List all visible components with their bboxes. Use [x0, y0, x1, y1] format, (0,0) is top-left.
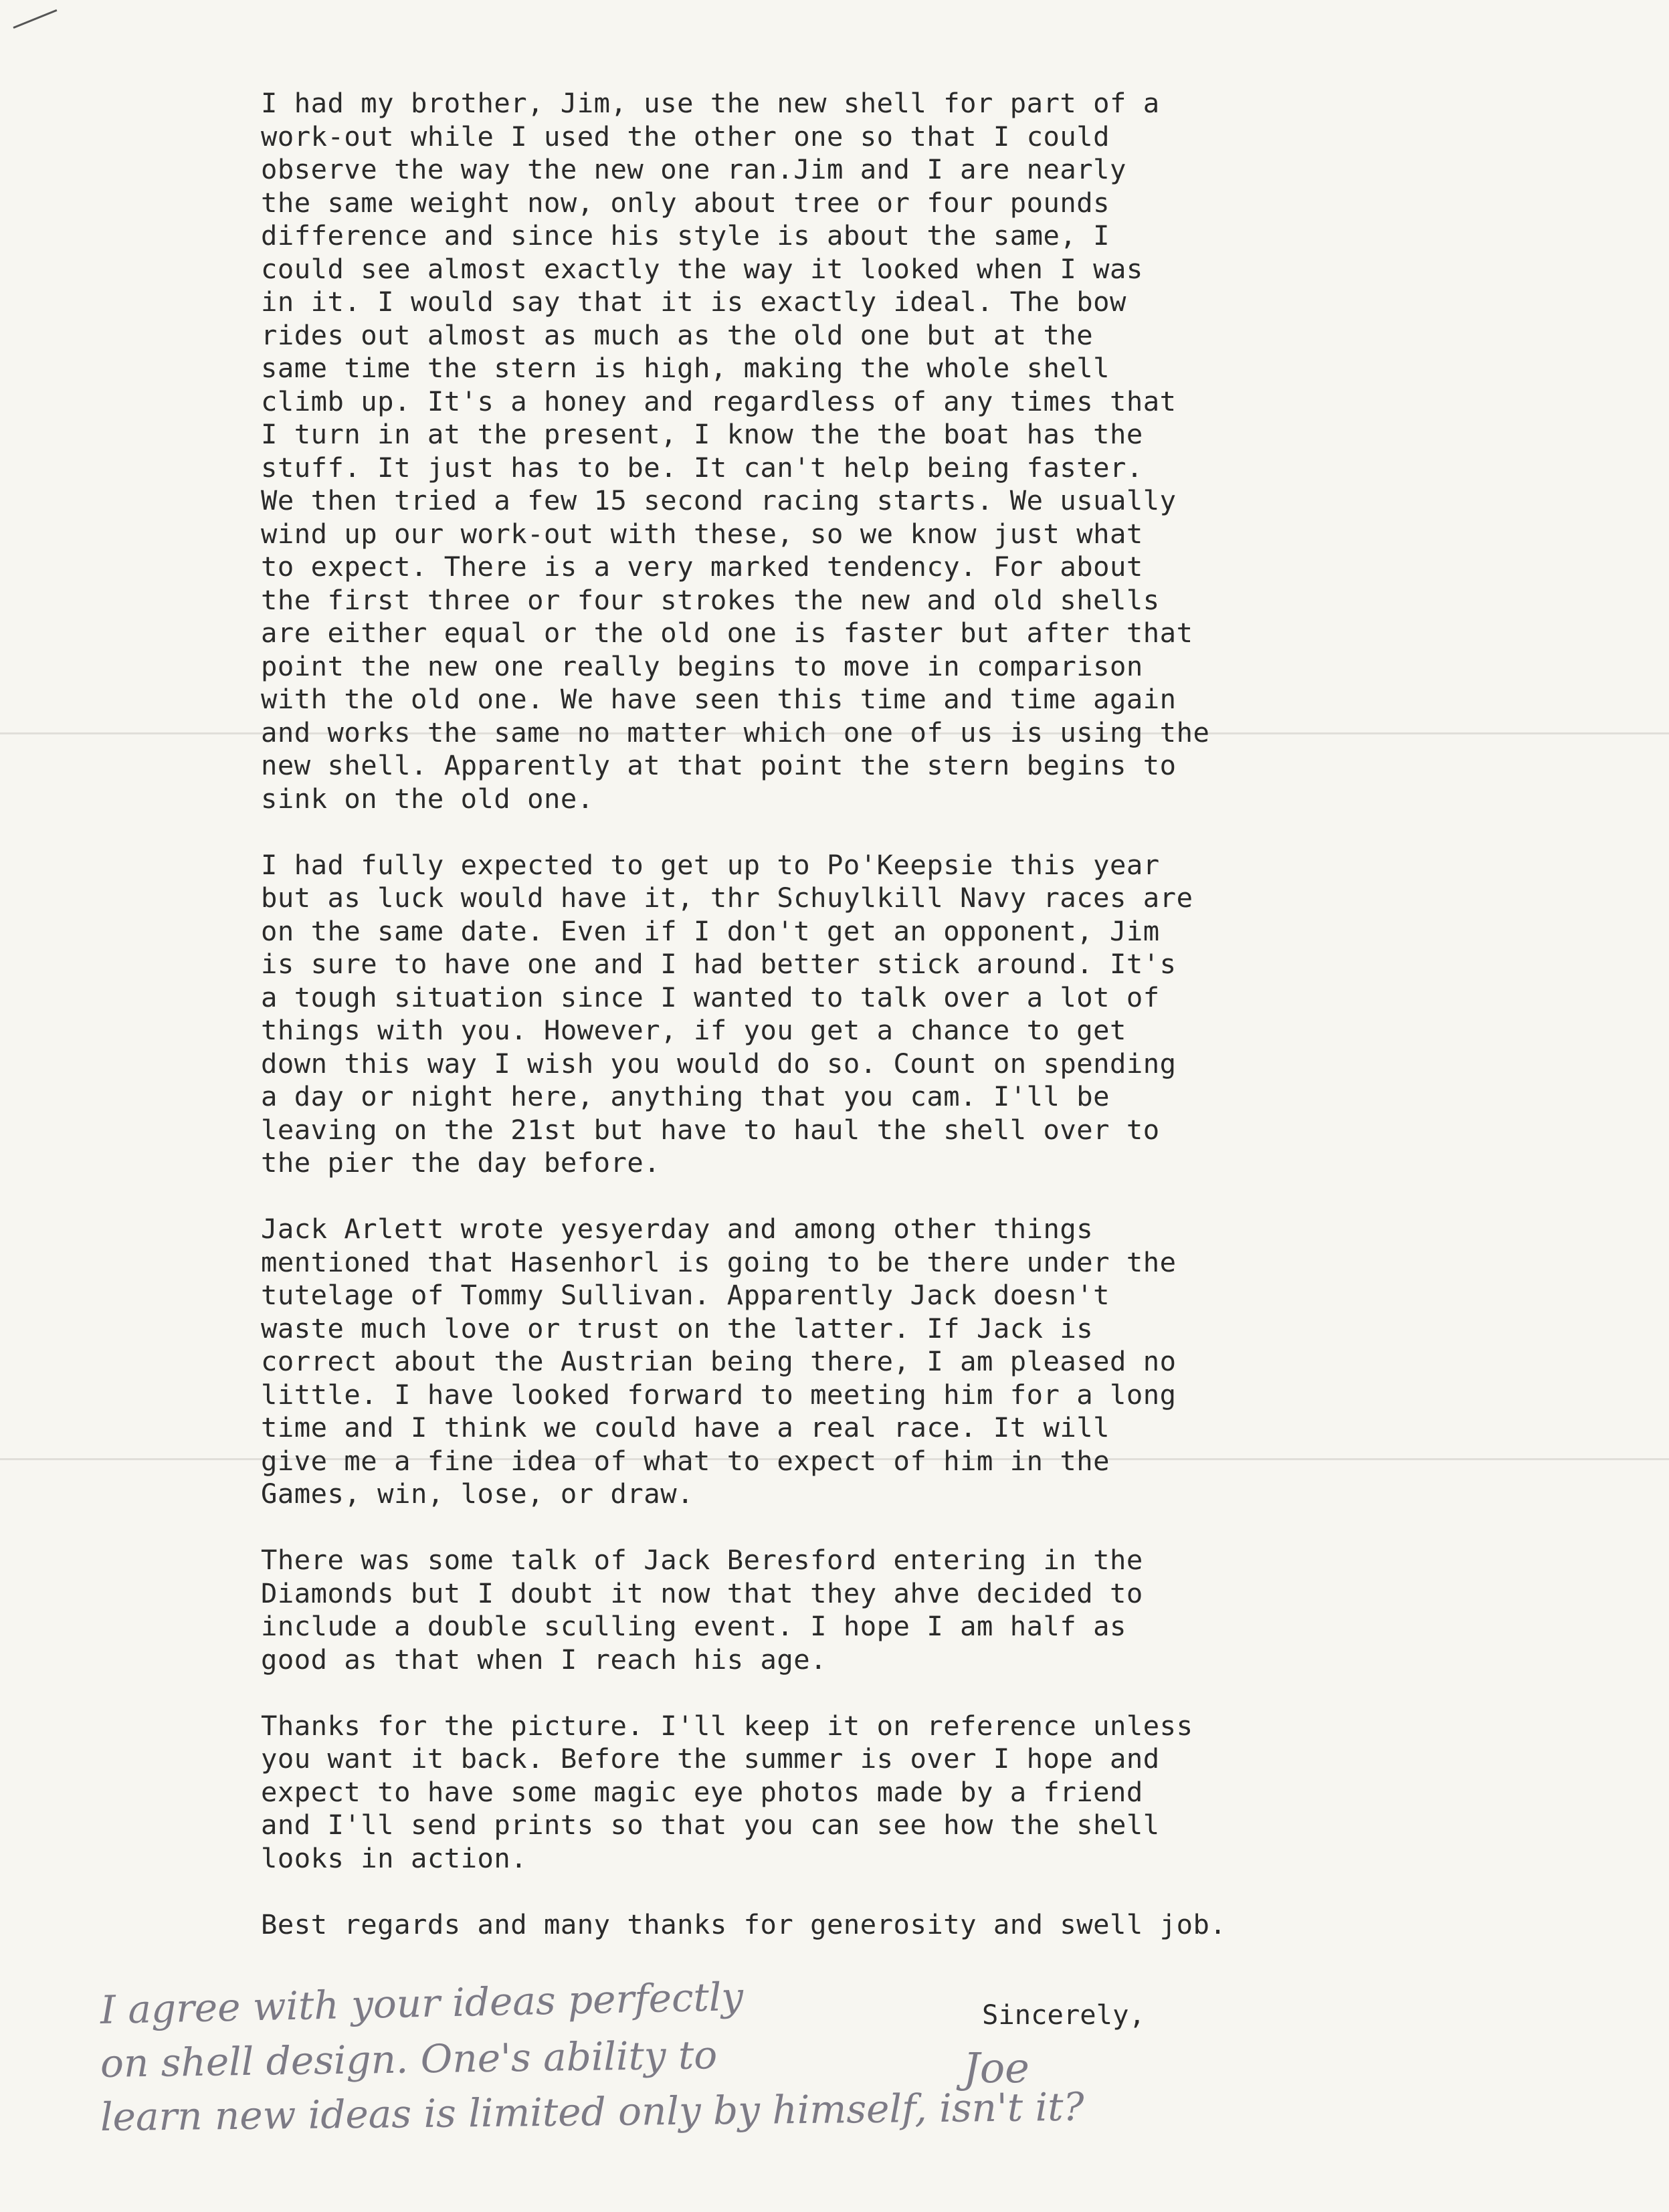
letter-paragraph: [261, 1710, 1418, 1876]
typed-line: the first three or four strokes the new and old shells: [261, 583, 1160, 616]
typed-line: I had fully expected to get up to Po'Keepsie this year: [261, 848, 1160, 881]
typed-line: and I'll send prints so that you can see how the shell: [261, 1809, 1160, 1841]
typed-line: same time the stern is high, making the whole shell: [261, 352, 1110, 384]
typed-line: tutelage of Tommy Sullivan. Apparently Jack doesn't: [261, 1279, 1110, 1311]
typed-line: sink on the old one.: [261, 782, 594, 815]
typed-line: observe the way the new one ran.Jim and I are nearly: [261, 153, 1126, 185]
typed-line: leaving on the 21st but have to haul the shell over to: [261, 1113, 1160, 1146]
typed-line: to expect. There is a very marked tendency. For about: [261, 550, 1143, 583]
typed-line: with the old one. We have seen this time and time again: [261, 683, 1177, 715]
typed-line: good as that when I reach his age.: [261, 1643, 827, 1676]
handwritten-note-line: learn new ideas is limited only by himself, isn't it?: [100, 2084, 1084, 2140]
letter-paragraph: [261, 1908, 1418, 1942]
typed-line: but as luck would have it, thr Schuylkill Navy races are: [261, 882, 1193, 914]
typed-line: point the new one really begins to move in comparison: [261, 649, 1143, 682]
typed-line: in it. I would say that it is exactly ideal. The bow: [261, 286, 1126, 318]
typed-line: waste much love or trust on the latter. If Jack is: [261, 1312, 1094, 1344]
handwritten-note: [100, 1973, 1572, 2144]
typed-line: correct about the Austrian being there, I am pleased no: [261, 1345, 1177, 1377]
typed-line: There was some talk of Jack Beresford entering in the: [261, 1544, 1143, 1576]
typed-line: mentioned that Hasenhorl is going to be there under the: [261, 1245, 1177, 1278]
typed-line: a day or night here, anything that you cam. I'll be: [261, 1080, 1110, 1112]
typed-line: include a double sculling event. I hope I am half as: [261, 1610, 1126, 1642]
typed-line: difference and since his style is about the same, I: [261, 219, 1110, 252]
typed-line: expect to have some magic eye photos made by a friend: [261, 1775, 1143, 1808]
typed-letter-body: [261, 87, 1418, 1975]
letter-paragraph: [261, 1544, 1418, 1676]
letter-paragraph: [261, 1213, 1418, 1511]
corner-pen-mark: [13, 9, 57, 29]
typed-line: down this way I wish you would do so. Count on spending: [261, 1047, 1177, 1080]
typed-line: work-out while I used the other one so that I could: [261, 120, 1110, 153]
typed-line: give me a fine idea of what to expect of him in the: [261, 1444, 1110, 1477]
typed-line: I turn in at the present, I know the the boat has the: [261, 418, 1143, 450]
typed-line: a tough situation since I wanted to talk over a lot of: [261, 981, 1160, 1013]
letter-paragraph: [261, 87, 1418, 815]
typed-line: time and I think we could have a real race. It will: [261, 1411, 1110, 1443]
typed-line: wind up our work-out with these, so we know just what: [261, 517, 1143, 550]
typed-line: on the same date. Even if I don't get an opponent, Jim: [261, 914, 1160, 947]
typed-line: are either equal or the old one is faster but after that: [261, 617, 1193, 649]
typed-line: Thanks for the picture. I'll keep it on reference unless: [261, 1709, 1193, 1742]
typed-line: little. I have looked forward to meeting him for a long: [261, 1378, 1177, 1411]
handwritten-signature: Joe: [963, 2043, 1029, 2092]
typed-line: Diamonds but I doubt it now that they ahve decided to: [261, 1577, 1143, 1609]
typed-line: Games, win, lose, or draw.: [261, 1478, 694, 1510]
typed-line: you want it back. Before the summer is over I hope and: [261, 1742, 1160, 1775]
typed-line: the same weight now, only about tree or four pounds: [261, 186, 1110, 219]
typed-line: new shell. Apparently at that point the stern begins to: [261, 749, 1177, 781]
typed-line: stuff. It just has to be. It can't help being faster.: [261, 451, 1143, 484]
letter-paragraph: [261, 849, 1418, 1180]
handwritten-note-line: on shell design. One's ability to: [100, 2032, 718, 2086]
typed-line: I had my brother, Jim, use the new shell for part of a: [261, 87, 1160, 119]
closing-line: Sincerely,: [982, 1999, 1145, 2031]
typed-line: climb up. It's a honey and regardless of any times that: [261, 385, 1177, 417]
handwritten-note-line: I agree with your ideas perfectly: [100, 1973, 744, 2033]
typed-line: is sure to have one and I had better stick around. It's: [261, 948, 1177, 980]
typed-line: We then tried a few 15 second racing starts. We usually: [261, 484, 1177, 516]
typed-line: things with you. However, if you get a chance to get: [261, 1014, 1126, 1046]
typed-line: Jack Arlett wrote yesyerday and among other things: [261, 1213, 1094, 1245]
typed-line: the pier the day before.: [261, 1146, 661, 1179]
typed-line: rides out almost as much as the old one but at the: [261, 318, 1094, 351]
typed-line: looks in action.: [261, 1841, 528, 1874]
typed-line: could see almost exactly the way it looked when I was: [261, 252, 1143, 285]
typed-line: and works the same no matter which one of us is using the: [261, 716, 1210, 748]
typed-line: Best regards and many thanks for generosity and swell job.: [261, 1908, 1227, 1940]
